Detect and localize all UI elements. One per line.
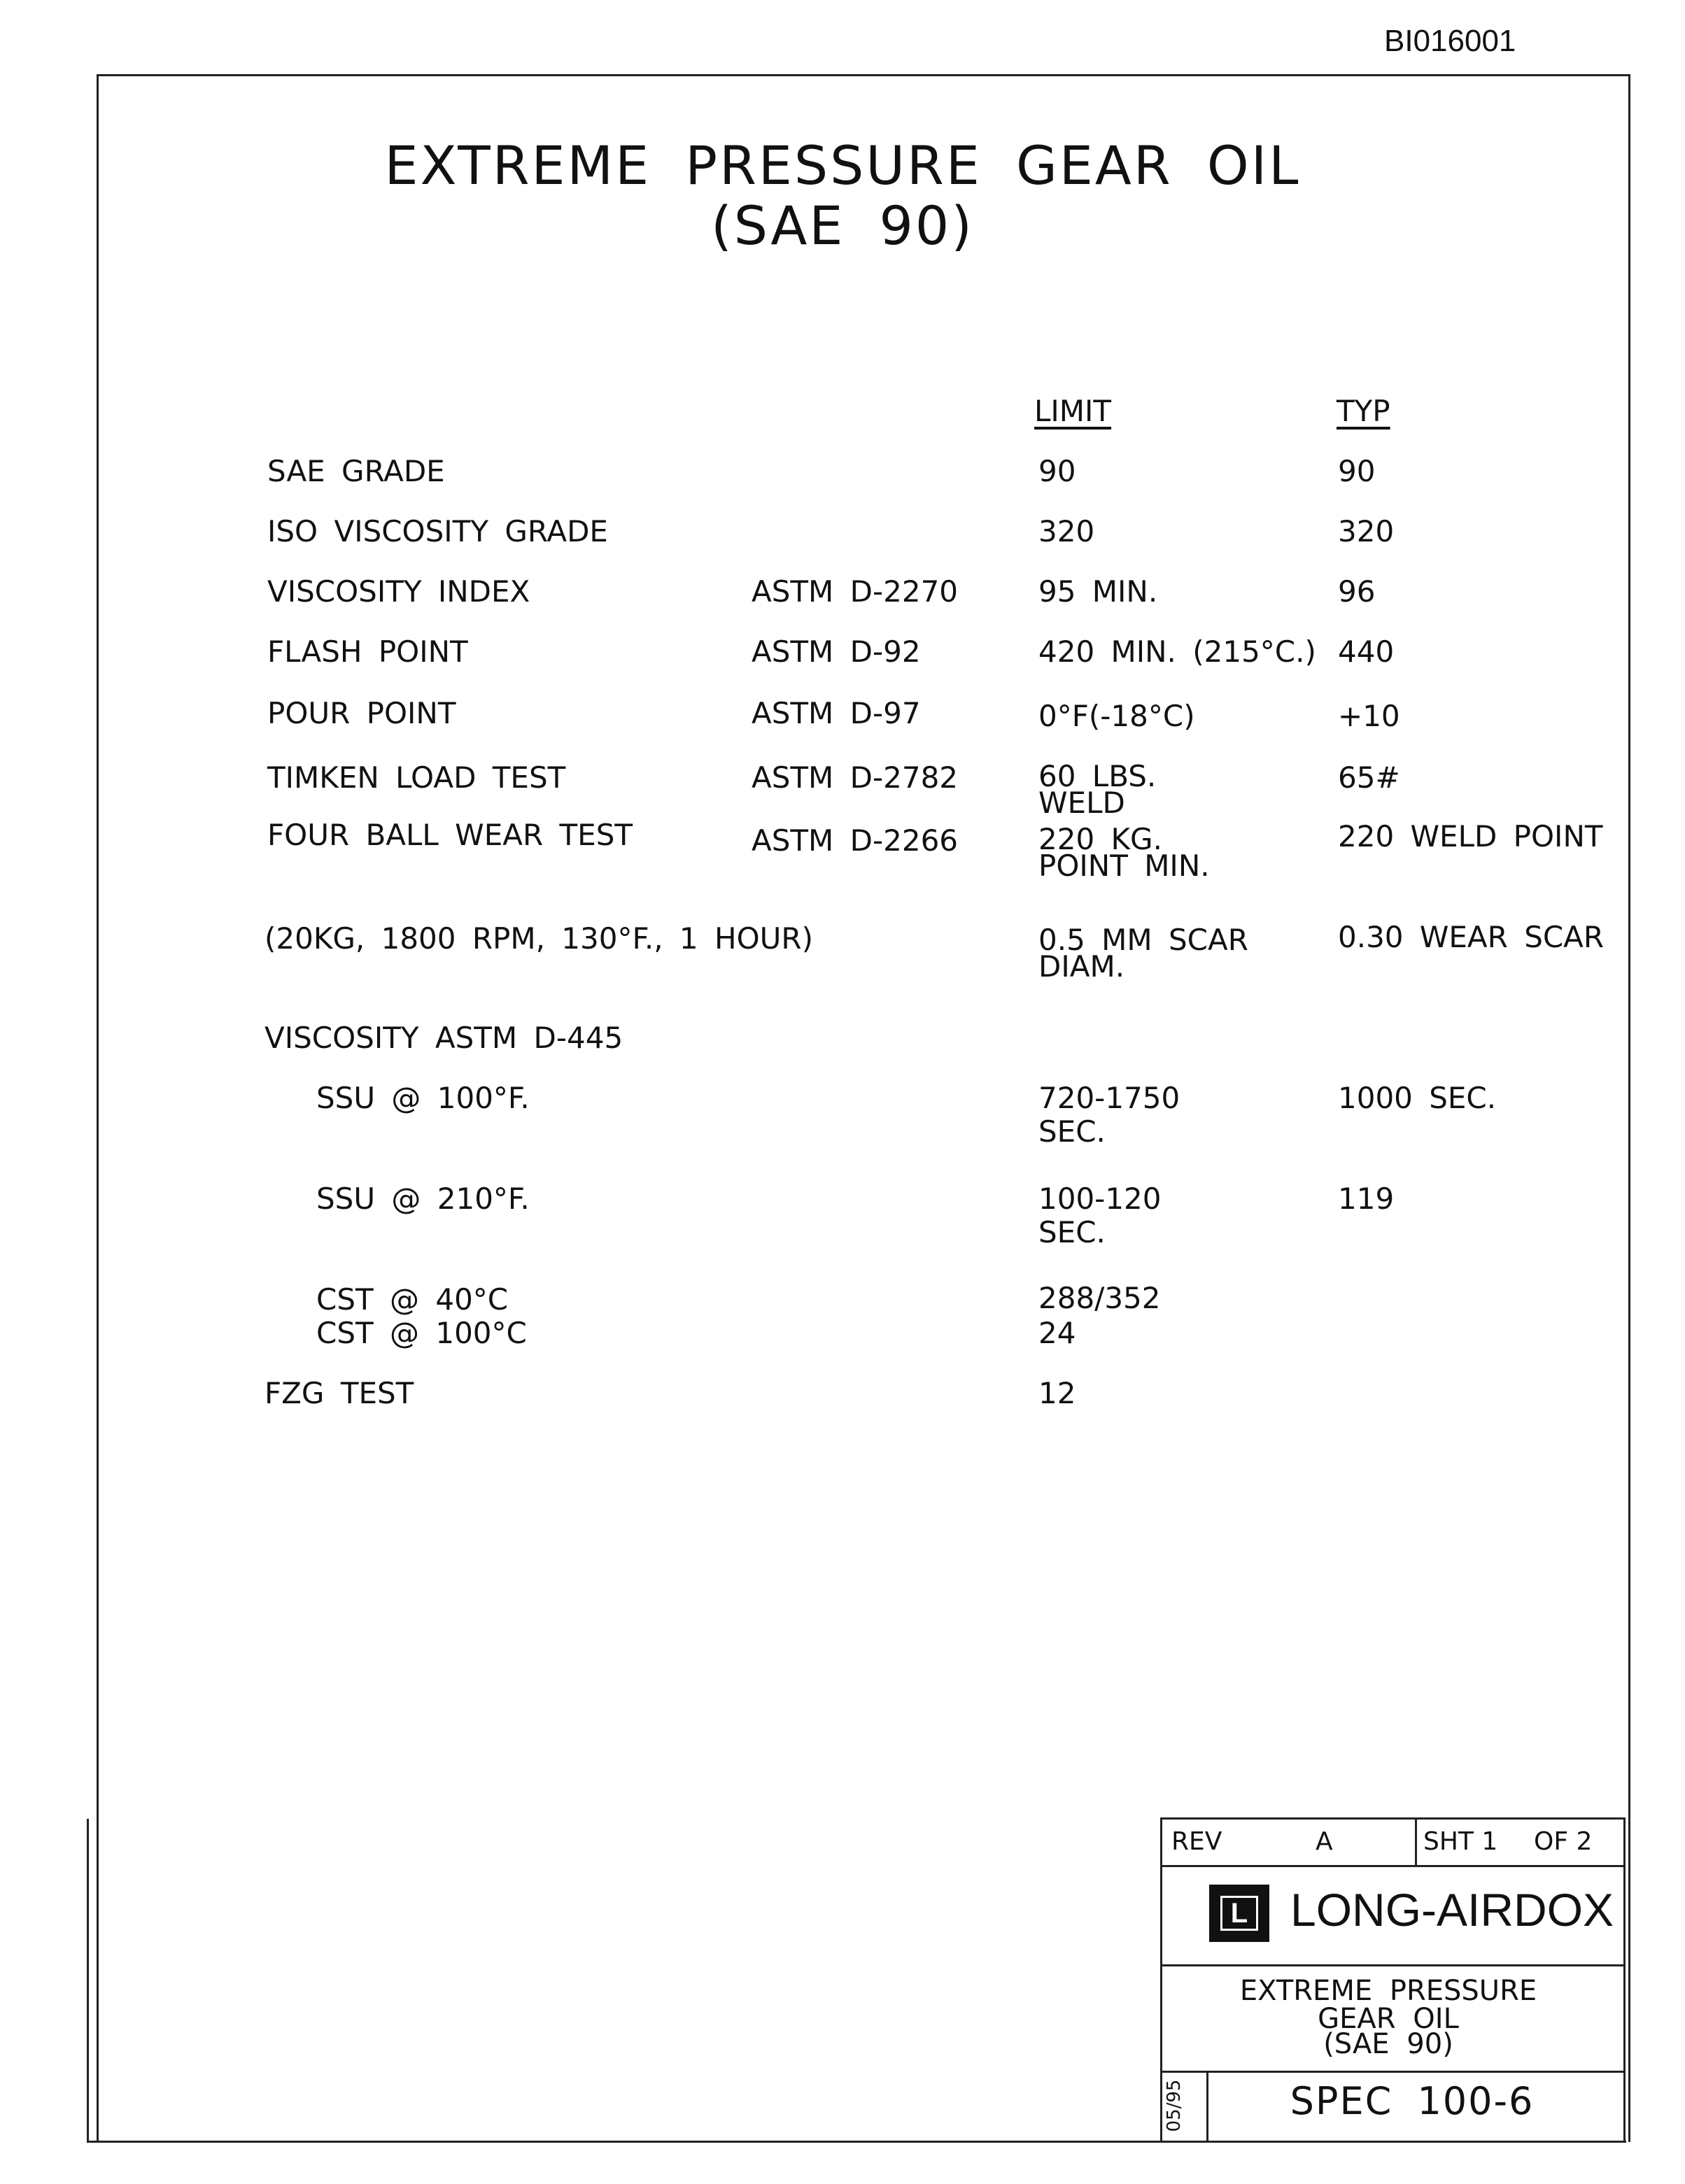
title-block-desc-divider (1160, 2071, 1625, 2073)
limit-pour-point: 0°F(-18°C) (1038, 699, 1195, 733)
document-id: BI016001 (1384, 24, 1516, 58)
typ-pour-point: +10 (1338, 699, 1400, 733)
property-cst-40c: CST @ 40°C (316, 1282, 509, 1317)
rev-value: A (1316, 1827, 1333, 1856)
typ-sae-grade: 90 (1338, 454, 1376, 488)
property-timken-load-test: TIMKEN LOAD TEST (267, 760, 566, 795)
typ-viscosity-index: 96 (1338, 574, 1376, 609)
company-name: LONG-AIRDOX (1290, 1884, 1614, 1936)
limit-viscosity-index: 95 MIN. (1038, 574, 1158, 609)
property-pour-point: POUR POINT (267, 696, 456, 730)
title-block-desc-line2: GEAR OIL (1318, 2003, 1459, 2035)
title-block-top-line (1160, 1817, 1625, 1820)
limit-ssu-210f: 100-120 (1038, 1182, 1162, 1216)
frame-bottom-line (87, 2141, 1626, 2143)
limit-wear-scar-line2: DIAM. (1038, 949, 1125, 984)
title-block-date-divider (1206, 2071, 1208, 2141)
frame-left-line (87, 1819, 89, 2142)
method-timken-load-test: ASTM D-2782 (752, 760, 959, 795)
property-sae-grade: SAE GRADE (267, 454, 445, 488)
title-block-brand-divider (1160, 1964, 1625, 1966)
typ-ssu-100f: 1000 SEC. (1338, 1081, 1497, 1115)
limit-ssu-210f-line2: SEC. (1038, 1215, 1106, 1249)
limit-ssu-100f-line2: SEC. (1038, 1114, 1106, 1149)
limit-sae-grade: 90 (1038, 454, 1076, 488)
method-flash-point: ASTM D-92 (752, 634, 921, 669)
method-four-ball-wear-test: ASTM D-2266 (752, 823, 959, 858)
limit-wear-scar: 0.5 MM SCAR (1038, 923, 1248, 957)
title-block-sheet-divider (1415, 1817, 1417, 1866)
limit-header: LIMIT (1034, 394, 1112, 428)
revision-date-text: 05/95 (1164, 2079, 1185, 2132)
limit-ssu-100f: 720-1750 (1038, 1081, 1180, 1115)
title-block-desc-line3: (SAE 90) (1323, 2028, 1453, 2060)
limit-flash-point: 420 MIN. (215°C.) (1038, 634, 1316, 669)
title-block-desc-line1: EXTREME PRESSURE (1239, 1975, 1537, 2007)
sheet-total: OF 2 (1534, 1827, 1593, 1856)
typ-timken-load-test: 65# (1338, 760, 1400, 795)
method-viscosity-index: ASTM D-2270 (752, 574, 959, 609)
limit-cst-100c: 24 (1038, 1316, 1076, 1350)
limit-timken-load-test-line2: WELD (1038, 786, 1125, 820)
sheet-number: SHT 1 (1423, 1827, 1498, 1856)
method-pour-point: ASTM D-97 (752, 696, 921, 730)
property-ssu-210f: SSU @ 210°F. (316, 1182, 530, 1216)
typ-wear-scar: 0.30 WEAR SCAR (1338, 920, 1605, 954)
test-conditions-note: (20KG, 1800 RPM, 130°F., 1 HOUR) (265, 921, 813, 956)
limit-fzg-test: 12 (1038, 1376, 1076, 1410)
limit-four-ball-wear-test-line2: POINT MIN. (1038, 849, 1210, 883)
page-title: EXTREME PRESSURE GEAR OIL (384, 134, 1301, 197)
spec-number: SPEC 100-6 (1290, 2079, 1535, 2123)
limit-iso-viscosity-grade: 320 (1038, 514, 1095, 548)
limit-four-ball-wear-test: 220 KG. (1038, 822, 1162, 856)
typ-ssu-210f: 119 (1338, 1182, 1395, 1216)
company-logo (1209, 1885, 1269, 1942)
property-viscosity-astm: VISCOSITY ASTM D-445 (265, 1021, 623, 1055)
typ-iso-viscosity-grade: 320 (1338, 514, 1395, 548)
property-cst-100c: CST @ 100°C (316, 1316, 527, 1350)
property-fzg-test: FZG TEST (265, 1376, 414, 1410)
property-viscosity-index: VISCOSITY INDEX (267, 574, 530, 609)
typ-four-ball-wear-test: 220 WELD POINT (1338, 819, 1603, 853)
property-iso-viscosity-grade: ISO VISCOSITY GRADE (267, 514, 608, 548)
rev-label: REV (1171, 1827, 1222, 1856)
typ-flash-point: 440 (1338, 634, 1395, 669)
property-flash-point: FLASH POINT (267, 634, 468, 669)
property-ssu-100f: SSU @ 100°F. (316, 1081, 530, 1115)
limit-timken-load-test: 60 LBS. (1038, 759, 1157, 793)
page-subtitle: (SAE 90) (711, 194, 974, 257)
logo-letter: L (1220, 1896, 1258, 1931)
limit-cst-40c: 288/352 (1038, 1281, 1161, 1315)
revision-date (1162, 2072, 1187, 2139)
typ-header: TYP (1337, 394, 1390, 428)
property-four-ball-wear-test: FOUR BALL WEAR TEST (267, 818, 633, 852)
title-block-rev-divider (1160, 1865, 1625, 1867)
